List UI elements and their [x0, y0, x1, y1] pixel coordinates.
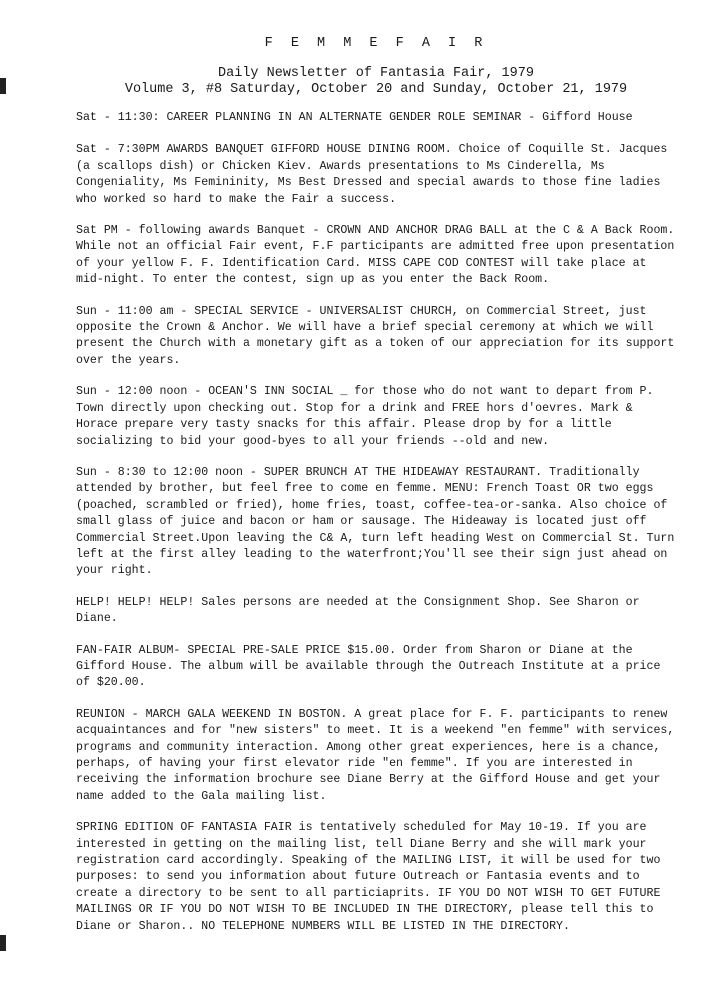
- notice-spring-edition: SPRING EDITION OF FANTASIA FAIR is tentatively scheduled for May 10-19. If you are interested in getting on the mailing list, tell Diane Berry and she will mark your registration card accordingly. Speaking of the MAILING LIST, it will be used for two purposes: to send you information about future Outreach or Fantasia events and to create a directory to be sent to all particiaprits. IF YOU DO NOT WISH TO GET FUTURE MAILINGS OR IF YOU DO NOT WISH TO BE INCLUDED IN THE DIRECTORY, please tell this to Diane or Sharon.. NO TELEPHONE NUMBERS WILL BE LISTED IN THE DIRECTORY.: [76, 821, 661, 933]
- newsletter-page: [76, 36, 676, 976]
- notice-reunion-gala: REUNION - MARCH GALA WEEKEND IN BOSTON. A great place for F. F. participants to renew acquaintances and for "new sisters" to meet. It is a weekend "en femme" with services, programs and community interaction. Among other great experiences, here is a chance, perhaps, of having your first elevator ride "en femme". If you are interested in receiving the information brochure see Diane Berry at the Gifford House and get your name added to the Gala mailing list.: [76, 707, 675, 803]
- event-super-brunch: Sun - 8:30 to 12:00 noon - SUPER BRUNCH AT THE HIDEAWAY RESTAURANT. Traditionally attended by brother, but feel free to come en femme. MENU: French Toast OR two eggs (poached, scrambled or fried), home fries, toast, coffee-tea-or-sanka. Also choice of small glass of juice and bacon or ham or sausage. The Hideaway is located just off Commercial Street.Upon leaving the C& A, turn left heading West on Commercial St. Turn left at the first alley leading to the waterfront;You'll see their sign just ahead on your right.: [76, 465, 675, 578]
- event-oceans-inn-social: Sun - 12:00 noon - OCEAN'S INN SOCIAL _ for those who do not want to depart from P. Town directly upon checking out. Stop for a drink and FREE hors d'oevres. Mark & Horace prepare very tasty snacks for this affair. Please drop by for a little socializing to bid your good-byes to all your friends --old and new.: [76, 385, 654, 448]
- notice-album-presale: FAN-FAIR ALBUM- SPECIAL PRE-SALE PRICE $15.00. Order from Sharon or Diane at the Gifford House. The album will be available through the Outreach Institute at a price of $20.00.: [76, 643, 661, 690]
- masthead: [76, 36, 676, 98]
- newsletter-subtitle: Daily Newsletter of Fantasia Fair, 1979: [218, 66, 534, 81]
- issue-line: Volume 3, #8 Saturday, October 20 and Sunday, October 21, 1979: [124, 82, 628, 97]
- event-drag-ball: Sat PM - following awards Banquet - CROWN AND ANCHOR DRAG BALL at the C & A Back Room. While not an official Fair event, F.F participants are admitted free upon presentation of your yellow F. F. Identification Card. MISS CAPE COD CONTEST will take place at mid-night. To enter the contest, sign up as you enter the Back Room.: [76, 224, 675, 287]
- scan-edge-mark-bottom: [0, 935, 6, 951]
- event-awards-banquet: Sat - 7:30PM AWARDS BANQUET GIFFORD HOUSE DINING ROOM. Choice of Coquille St. Jacques (a scallops dish) or Chicken Kiev. Awards presentations to Ms Cinderella, Ms Congeniality, Ms Femininity, Ms Best Dressed and special awards to those fine ladies who worked so hard to make the Fair a success.: [76, 143, 668, 206]
- notice-help-wanted: HELP! HELP! HELP! Sales persons are needed at the Consignment Shop. See Sharon or Diane.: [76, 595, 640, 626]
- newsletter-title: F E M M E F A I R: [264, 36, 488, 51]
- event-special-service: Sun - 11:00 am - SPECIAL SERVICE - UNIVERSALIST CHURCH, on Commercial Street, just opposite the Crown & Anchor. We will have a brief special ceremony at which we will present the Church with a monetary gift as a token of our appreciation for its support over the years.: [76, 304, 675, 367]
- event-career-planning: Sat - 11:30: CAREER PLANNING IN AN ALTERNATE GENDER ROLE SEMINAR - Gifford House: [76, 111, 633, 124]
- scan-edge-mark-top: [0, 78, 6, 94]
